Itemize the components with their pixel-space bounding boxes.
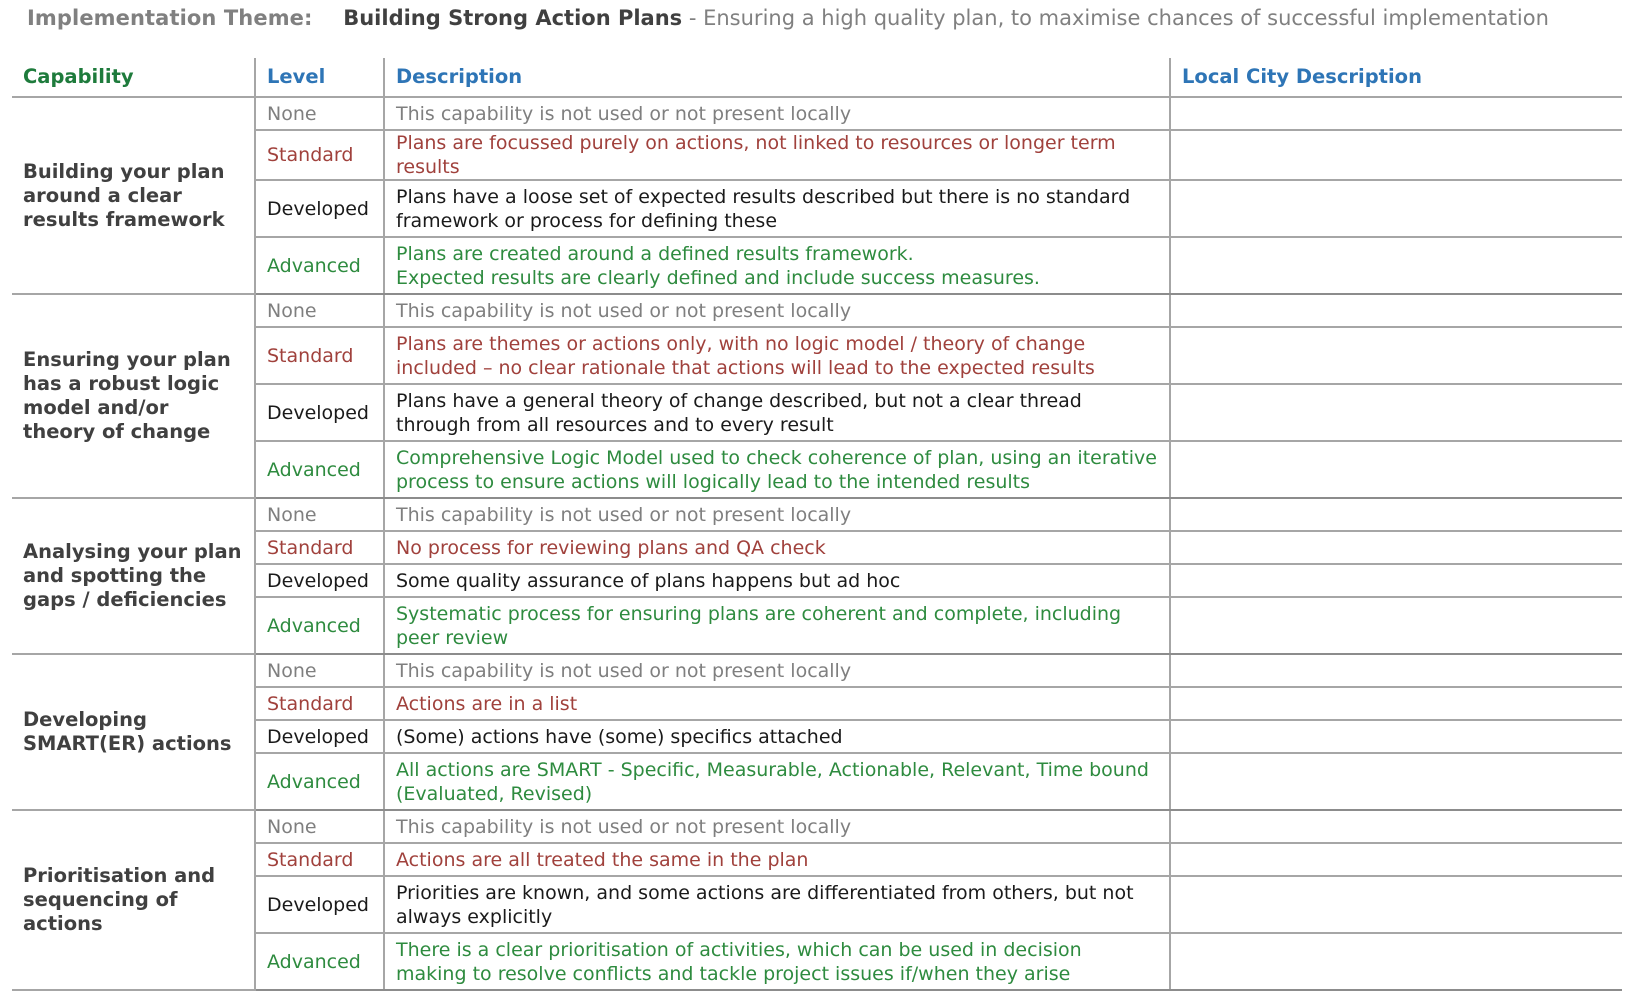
level-cell: Standard	[255, 531, 384, 564]
level-cell: Standard	[255, 687, 384, 720]
table-header-row	[12, 58, 1622, 97]
level-cell: None	[255, 498, 384, 531]
level-cell: Advanced	[255, 753, 384, 810]
level-cell: Advanced	[255, 441, 384, 498]
header-description: Description	[384, 58, 1170, 97]
level-cell: Standard	[255, 130, 384, 180]
local-city-description-cell[interactable]	[1170, 97, 1622, 130]
level-cell: None	[255, 810, 384, 843]
level-cell: Standard	[255, 843, 384, 876]
level-cell: Developed	[255, 180, 384, 237]
local-city-description-cell[interactable]	[1170, 294, 1622, 327]
table-row	[12, 654, 1622, 687]
capability-name: Ensuring your plan has a robust logic model and/or theory of change	[12, 294, 255, 498]
description-cell: Plans are created around a defined results framework. Expected results are clearly defined and include success measures.	[384, 237, 1170, 294]
capability-name: Developing SMART(ER) actions	[12, 654, 255, 810]
local-city-description-cell[interactable]	[1170, 564, 1622, 597]
description-cell: Some quality assurance of plans happens but ad hoc	[384, 564, 1170, 597]
description-cell: Plans have a general theory of change described, but not a clear thread through from all resources and to every result	[384, 384, 1170, 441]
description-cell: Priorities are known, and some actions are differentiated from others, but not always explicitly	[384, 876, 1170, 933]
theme-name: Building Strong Action Plans	[343, 6, 683, 30]
local-city-description-cell[interactable]	[1170, 654, 1622, 687]
description-cell: This capability is not used or not present locally	[384, 97, 1170, 130]
description-cell: No process for reviewing plans and QA check	[384, 531, 1170, 564]
local-city-description-cell[interactable]	[1170, 597, 1622, 654]
local-city-description-cell[interactable]	[1170, 498, 1622, 531]
header-local-city-description: Local City Description	[1170, 58, 1622, 97]
capability-name: Building your plan around a clear results framework	[12, 97, 255, 294]
level-cell: None	[255, 294, 384, 327]
local-city-description-cell[interactable]	[1170, 720, 1622, 753]
description-cell: This capability is not used or not present locally	[384, 654, 1170, 687]
capability-table	[12, 58, 1622, 991]
local-city-description-cell[interactable]	[1170, 933, 1622, 990]
local-city-description-cell[interactable]	[1170, 180, 1622, 237]
level-cell: None	[255, 654, 384, 687]
level-cell: Advanced	[255, 237, 384, 294]
description-cell: Plans are themes or actions only, with no logic model / theory of change included – no clear rationale that actions will lead to the expected results	[384, 327, 1170, 384]
local-city-description-cell[interactable]	[1170, 843, 1622, 876]
table-row	[12, 498, 1622, 531]
description-cell: This capability is not used or not present locally	[384, 498, 1170, 531]
description-cell: This capability is not used or not present locally	[384, 294, 1170, 327]
description-cell: (Some) actions have (some) specifics attached	[384, 720, 1170, 753]
description-cell: Actions are in a list	[384, 687, 1170, 720]
local-city-description-cell[interactable]	[1170, 130, 1622, 180]
capability-name: Prioritisation and sequencing of actions	[12, 810, 255, 990]
capability-name: Analysing your plan and spotting the gaps / deficiencies	[12, 498, 255, 654]
level-cell: Developed	[255, 876, 384, 933]
theme-header	[27, 4, 1549, 32]
level-cell: Standard	[255, 327, 384, 384]
level-cell: Advanced	[255, 933, 384, 990]
header-capability: Capability	[12, 58, 255, 97]
description-cell: Plans have a loose set of expected results described but there is no standard framework or process for defining these	[384, 180, 1170, 237]
description-cell: Plans are focussed purely on actions, not linked to resources or longer term results	[384, 130, 1170, 180]
local-city-description-cell[interactable]	[1170, 441, 1622, 498]
table-row	[12, 97, 1622, 130]
level-cell: None	[255, 97, 384, 130]
local-city-description-cell[interactable]	[1170, 327, 1622, 384]
table-row	[12, 810, 1622, 843]
local-city-description-cell[interactable]	[1170, 876, 1622, 933]
description-cell: Systematic process for ensuring plans are coherent and complete, including peer review	[384, 597, 1170, 654]
local-city-description-cell[interactable]	[1170, 687, 1622, 720]
local-city-description-cell[interactable]	[1170, 810, 1622, 843]
level-cell: Advanced	[255, 597, 384, 654]
header-level: Level	[255, 58, 384, 97]
description-cell: There is a clear prioritisation of activities, which can be used in decision making to resolve conflicts and tackle project issues if/when they arise	[384, 933, 1170, 990]
level-cell: Developed	[255, 564, 384, 597]
table-body	[12, 97, 1622, 990]
local-city-description-cell[interactable]	[1170, 531, 1622, 564]
theme-description: - Ensuring a high quality plan, to maximise chances of successful implementation	[682, 6, 1549, 30]
table-row	[12, 294, 1622, 327]
description-cell: Actions are all treated the same in the plan	[384, 843, 1170, 876]
description-cell: This capability is not used or not present locally	[384, 810, 1170, 843]
level-cell: Developed	[255, 384, 384, 441]
description-cell: Comprehensive Logic Model used to check coherence of plan, using an iterative process to ensure actions will logically lead to the intended results	[384, 441, 1170, 498]
local-city-description-cell[interactable]	[1170, 753, 1622, 810]
local-city-description-cell[interactable]	[1170, 237, 1622, 294]
local-city-description-cell[interactable]	[1170, 384, 1622, 441]
level-cell: Developed	[255, 720, 384, 753]
description-cell: All actions are SMART - Specific, Measurable, Actionable, Relevant, Time bound (Evaluated, Revised)	[384, 753, 1170, 810]
theme-label: Implementation Theme:	[27, 6, 313, 30]
